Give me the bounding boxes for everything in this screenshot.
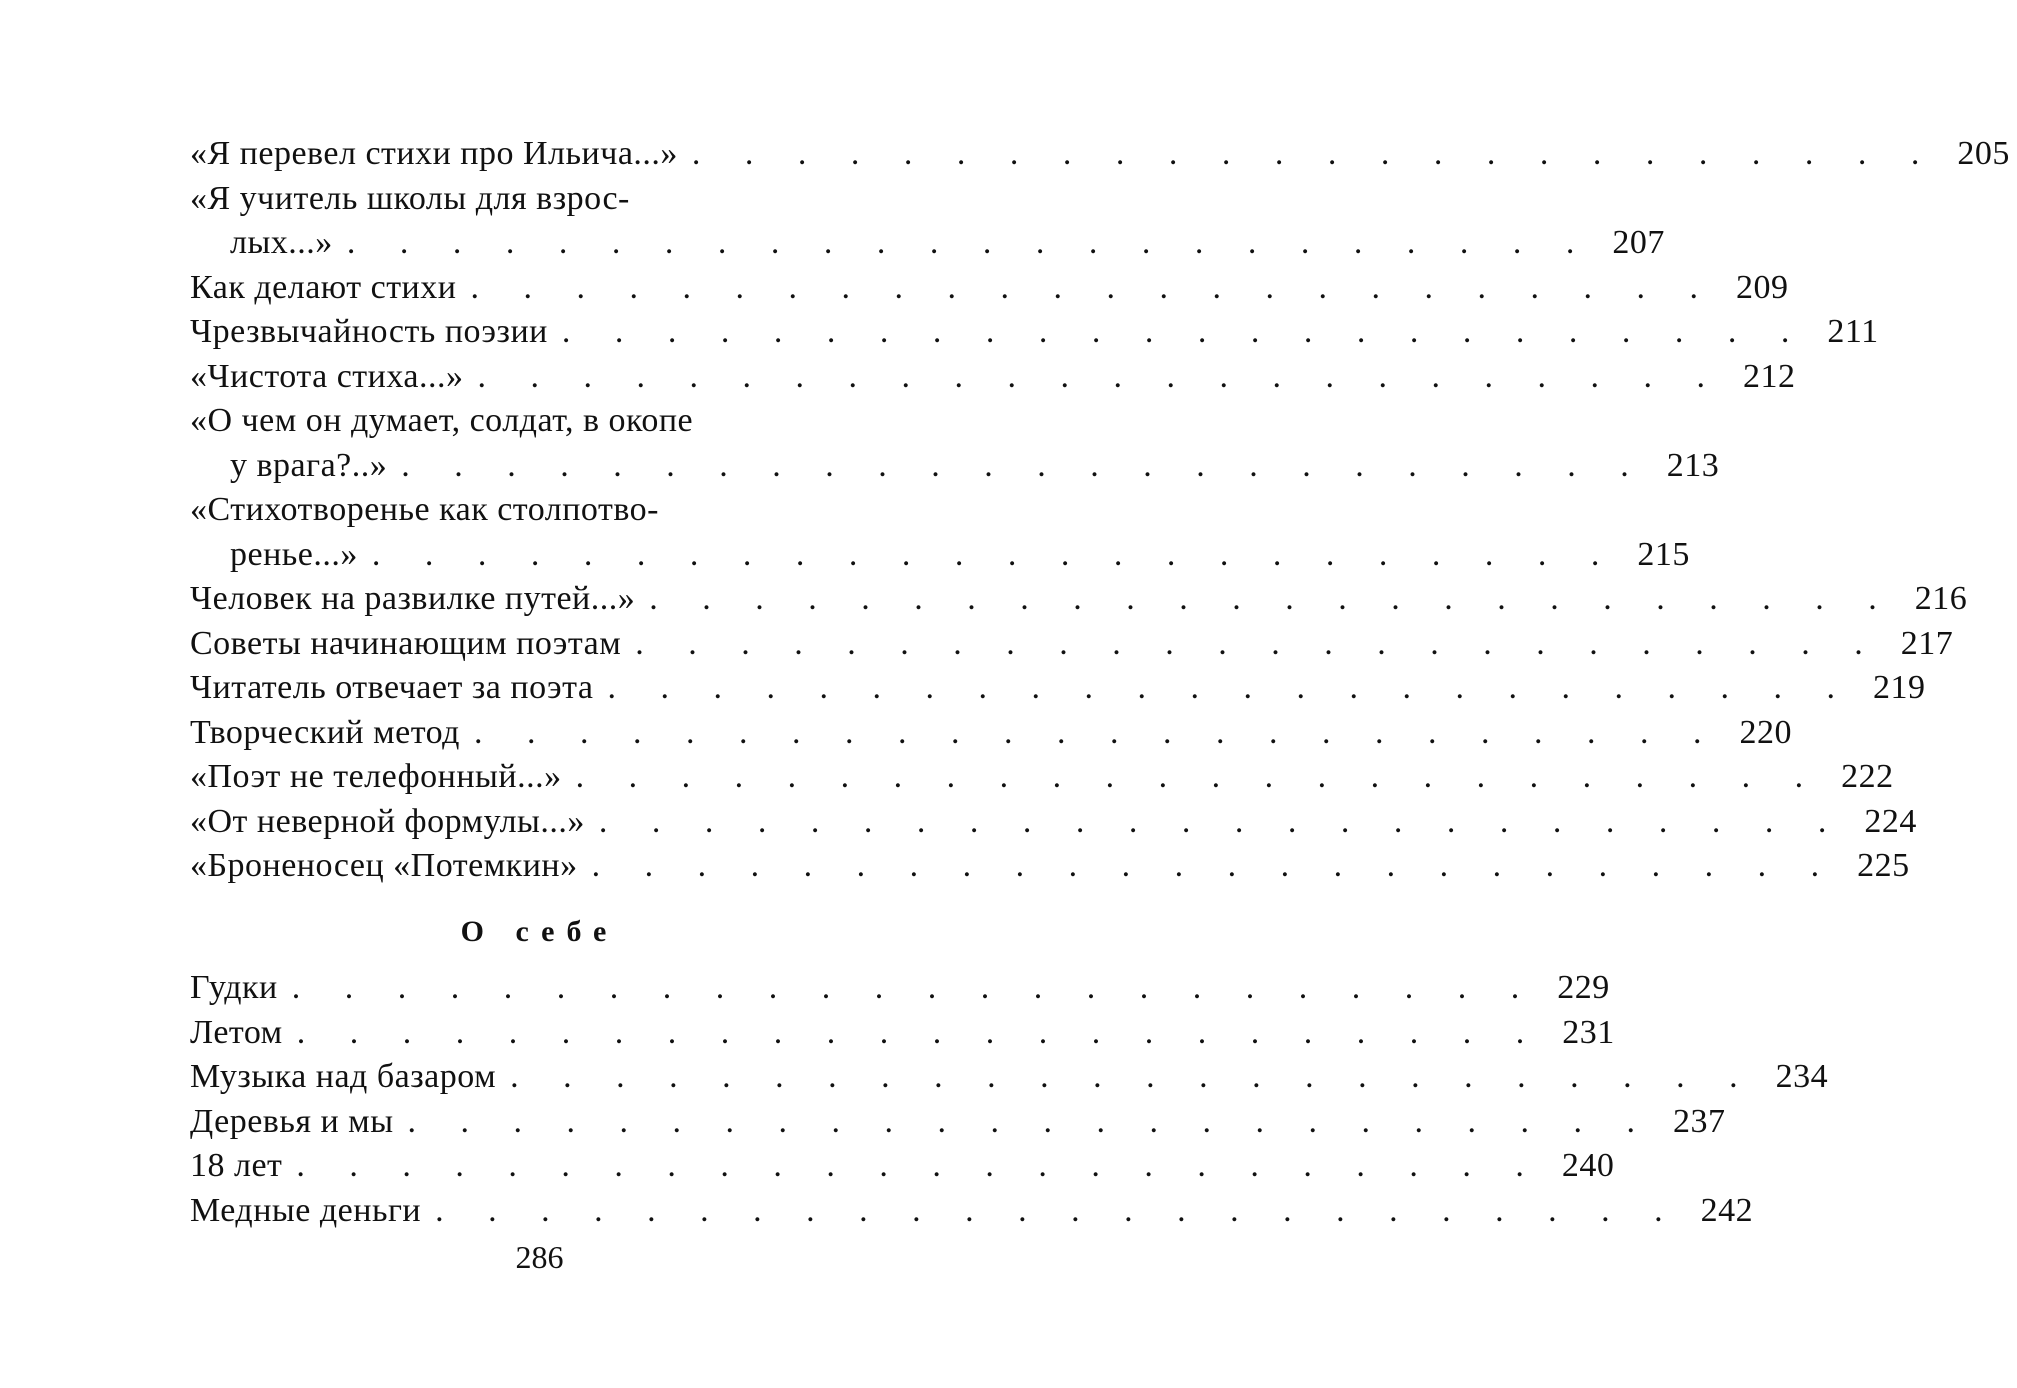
dot-leader: . . . . . . . . . . . . . . . . . . . . . . . . — [649, 580, 1895, 617]
toc-entry — [190, 132, 2010, 177]
toc-entry — [190, 355, 1796, 400]
toc-entry-page-number: 216 — [1914, 580, 1968, 617]
dot-leader: . . . . . . . . . . . . . . . . . . . . . . . . — [575, 758, 1822, 795]
dot-leader: . . . . . . . . . . . . . . . . . . . . . . . . — [691, 135, 1938, 172]
toc-entry-page-number: 220 — [1739, 713, 1792, 751]
toc-entry — [190, 622, 1954, 667]
toc-entry-page-number: 205 — [1957, 135, 2010, 172]
toc-entry-page-number: 231 — [1562, 1013, 1615, 1051]
page-number: 286 — [515, 1239, 564, 1275]
dot-leader: . . . . . . . . . . . . . . . . . . . . . . . . — [371, 535, 1618, 573]
toc-entry-title: «Поэт не телефонный...» — [190, 758, 562, 795]
toc-entry-title: Читатель отвечает за поэта — [190, 669, 594, 706]
toc-entry — [190, 577, 1968, 622]
toc-entry-title: Чрезвычайность поэзии — [190, 313, 548, 350]
toc-entry-title: «Броненосец «Потемкин» — [190, 847, 578, 884]
dot-leader: . . . . . . . . . . . . . . . . . . . . . . . . — [470, 268, 1716, 306]
toc-entry-title: ренье...» — [230, 535, 358, 573]
dot-leader: . . . . . . . . . . . . . . . . . . . . . . . . — [435, 1191, 1681, 1229]
toc-entry-page-number: 224 — [1864, 802, 1917, 840]
toc-entry-page-number: 217 — [1900, 624, 1954, 662]
section-heading: О себе — [460, 915, 619, 948]
toc-entry — [190, 966, 1610, 1011]
toc-entry-page-number: 212 — [1743, 357, 1796, 395]
table-of-contents-part-2 — [190, 966, 1829, 1233]
toc-entry-page-number: 237 — [1673, 1102, 1726, 1140]
toc-entry — [190, 1055, 1829, 1100]
toc-entry-title: лых...» — [230, 224, 333, 261]
dot-leader: . . . . . . . . . . . . . . . . . . . . . . . . — [346, 224, 1593, 261]
dot-leader: . . . . . . . . . . . . . . . . . . . . . . . . — [510, 1058, 1756, 1095]
toc-entry-page-number: 234 — [1775, 1058, 1829, 1095]
toc-entry-page-number: 240 — [1561, 1147, 1615, 1184]
dot-leader: . . . . . . . . . . . . . . . . . . . . . . . . — [561, 313, 1808, 350]
toc-entry-title: Музыка над базаром — [190, 1058, 497, 1095]
toc-entry-page-number: 219 — [1872, 669, 1926, 706]
toc-entry — [190, 711, 1792, 756]
toc-entry-title-line: «О чем он думает, солдат, в окопе — [190, 402, 694, 439]
toc-entry-title: Человек на развилке путей...» — [190, 580, 636, 617]
dot-leader: . . . . . . . . . . . . . . . . . . . . . . . . — [598, 802, 1845, 840]
toc-entry-title: Как делают стихи — [190, 268, 457, 306]
toc-entry-title-line: «Я учитель школы для взрос- — [190, 179, 630, 217]
toc-entry-page-number: 225 — [1857, 847, 1910, 884]
toc-entry — [190, 844, 1910, 889]
dot-leader: . . . . . . . . . . . . . . . . . . . . . . . . — [296, 1013, 1543, 1051]
toc-entry — [190, 1144, 1615, 1189]
toc-entry-page-number: 222 — [1841, 758, 1894, 795]
toc-entry — [190, 177, 1665, 266]
toc-entry-title: Гудки — [190, 969, 278, 1006]
toc-entry-page-number: 207 — [1612, 224, 1665, 261]
toc-entry-title: Медные деньги — [190, 1191, 422, 1229]
toc-entry-title: Творческий метод — [190, 713, 460, 751]
toc-entry — [190, 266, 1789, 311]
toc-entry — [190, 488, 1690, 577]
toc-entry-page-number: 211 — [1827, 313, 1879, 350]
dot-leader: . . . . . . . . . . . . . . . . . . . . . . . . — [296, 1147, 1542, 1184]
toc-entry-title-line: «Стихотворенье как столпотво- — [190, 491, 659, 528]
toc-entry — [190, 755, 1894, 800]
toc-entry-title: Деревья и мы — [190, 1102, 394, 1140]
toc-entry — [190, 666, 1926, 711]
toc-entry-title: «От неверной формулы...» — [190, 802, 585, 840]
table-of-contents-part-1 — [190, 132, 2010, 889]
toc-entry — [190, 1189, 1754, 1234]
toc-entry-title: «Я перевел стихи про Ильича...» — [190, 135, 678, 172]
toc-entry — [190, 399, 1720, 488]
toc-entry — [190, 310, 1879, 355]
dot-leader: . . . . . . . . . . . . . . . . . . . . . . . . — [401, 446, 1647, 484]
toc-entry — [190, 800, 1917, 845]
dot-leader: . . . . . . . . . . . . . . . . . . . . . . . . — [407, 1102, 1654, 1140]
toc-entry-page-number: 229 — [1557, 969, 1610, 1006]
dot-leader: . . . . . . . . . . . . . . . . . . . . . . . . — [477, 357, 1723, 395]
dot-leader: . . . . . . . . . . . . . . . . . . . . . . . . — [291, 969, 1538, 1006]
toc-entry-page-number: 213 — [1666, 446, 1720, 484]
toc-entry-page-number: 215 — [1637, 535, 1690, 573]
dot-leader: . . . . . . . . . . . . . . . . . . . . . . . . — [607, 669, 1853, 706]
toc-entry-title: Летом — [190, 1013, 283, 1051]
toc-entry-title: 18 лет — [190, 1147, 283, 1184]
toc-entry-title: «Чистота стиха...» — [190, 357, 464, 395]
toc-entry — [190, 1100, 1726, 1145]
toc-entry-page-number: 209 — [1735, 268, 1789, 306]
toc-entry-page-number: 242 — [1700, 1191, 1754, 1229]
dot-leader: . . . . . . . . . . . . . . . . . . . . . . . . — [591, 847, 1838, 884]
dot-leader: . . . . . . . . . . . . . . . . . . . . . . . . — [473, 713, 1720, 751]
toc-entry — [190, 1011, 1615, 1056]
dot-leader: . . . . . . . . . . . . . . . . . . . . . . . . — [635, 624, 1881, 662]
toc-entry-title: у врага?..» — [230, 446, 388, 484]
toc-entry-title: Советы начинающим поэтам — [190, 624, 622, 662]
